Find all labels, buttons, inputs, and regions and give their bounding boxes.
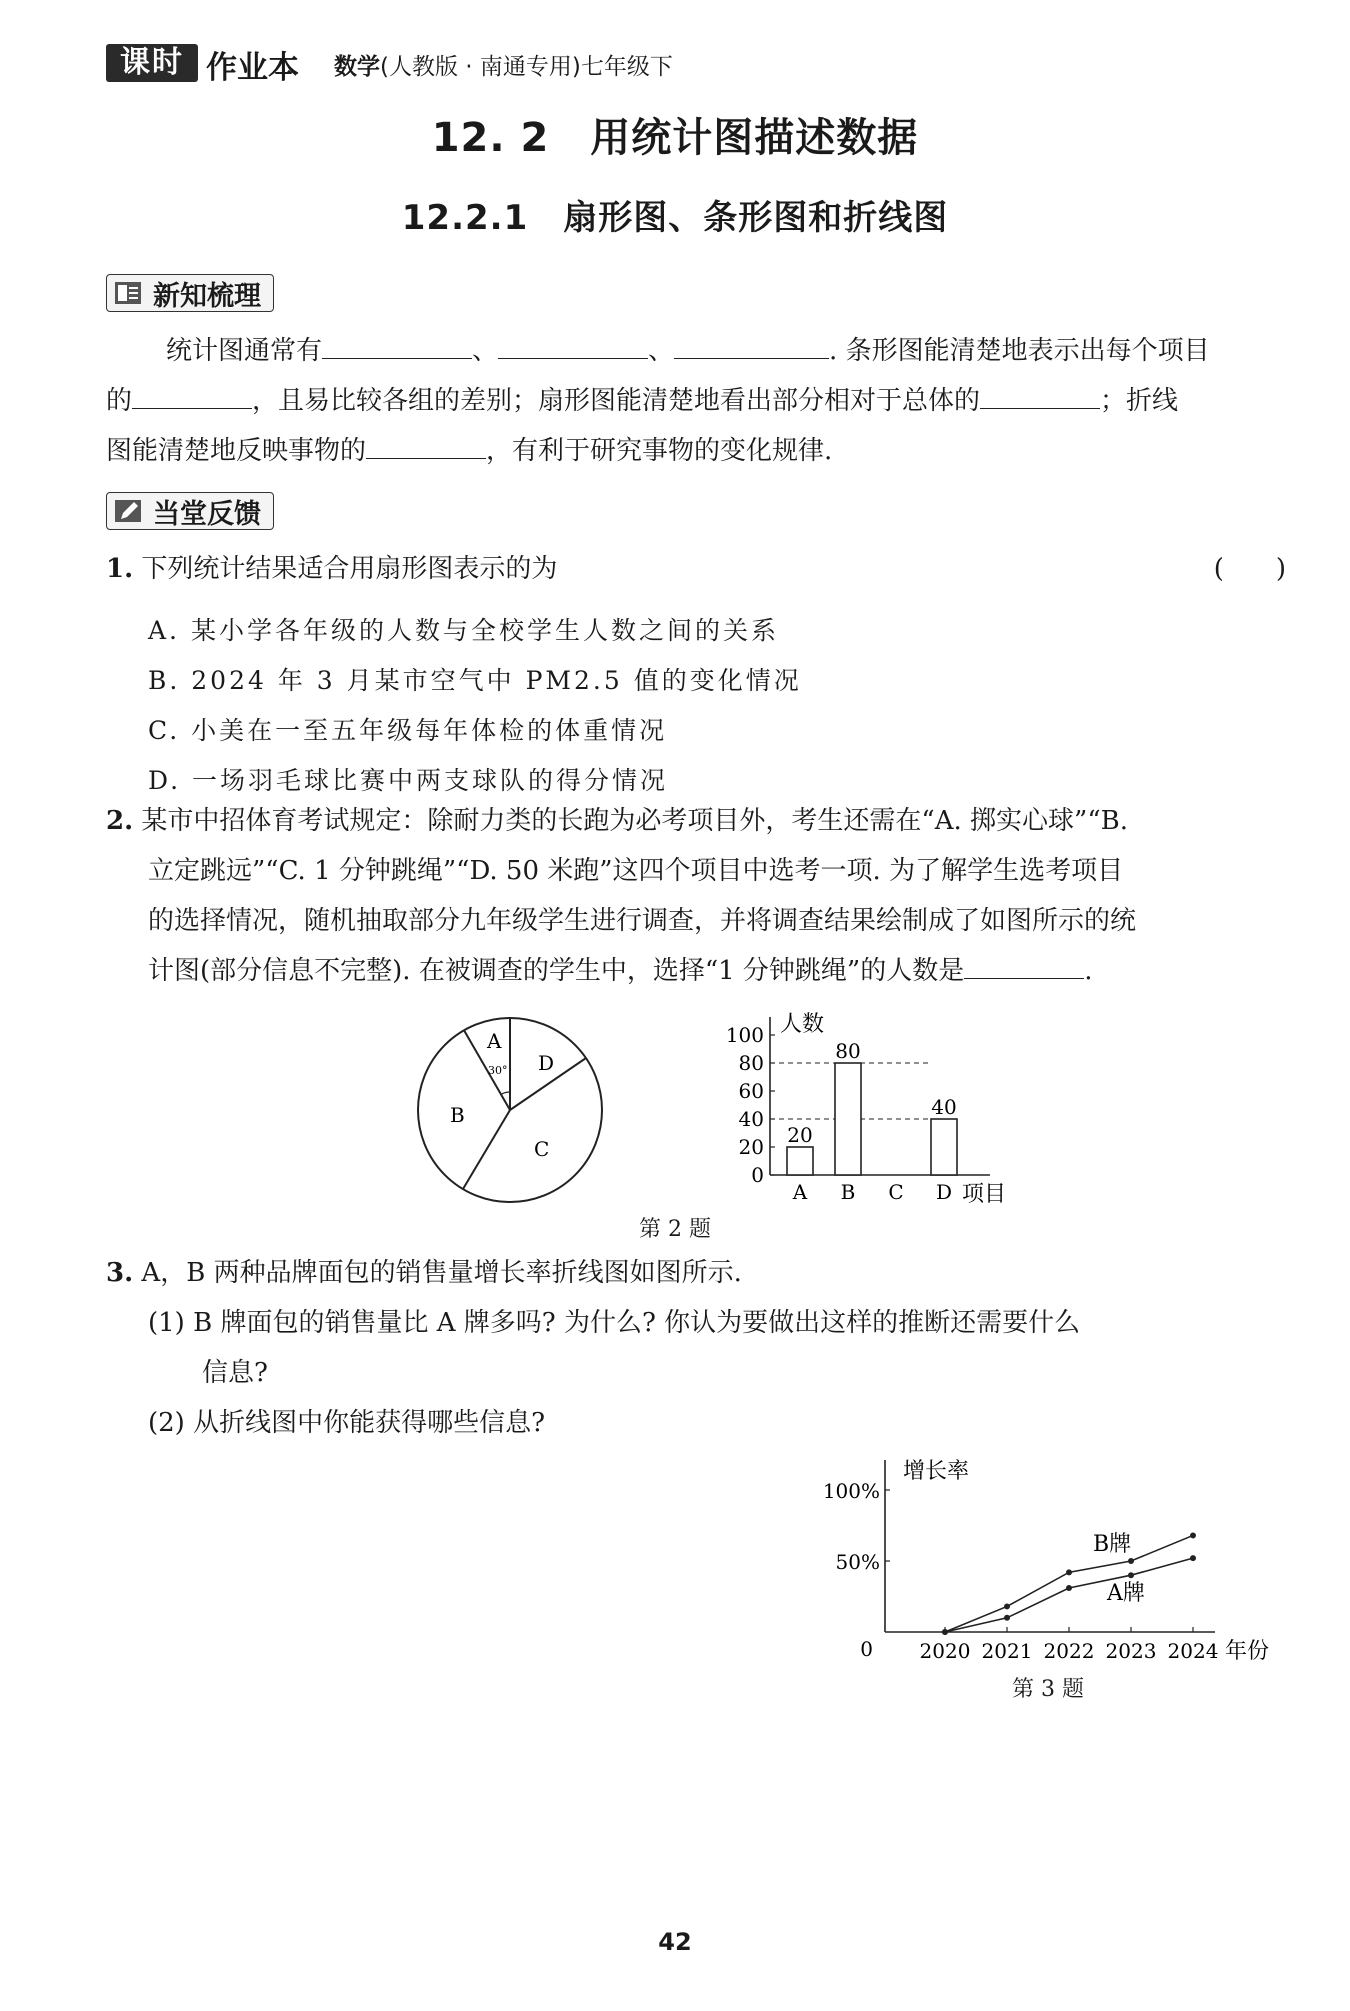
book-logo: 课时	[106, 44, 198, 82]
knowledge-text: 、	[472, 336, 499, 366]
series-point	[1066, 1585, 1072, 1591]
knowledge-text: 的	[106, 386, 133, 416]
sub-question-1-cont: 信息?	[202, 1358, 268, 1388]
knowledge-text: 统计图通常有	[166, 336, 323, 366]
section-title: 12. 2 用统计图描述数据	[431, 115, 919, 161]
pie-label-d: D	[538, 1051, 555, 1075]
knowledge-text: ，且易比较各组的差别；扇形图能清楚地看出部分相对于总体的	[252, 386, 981, 416]
pie-label-c: C	[534, 1137, 550, 1161]
subject-label: 数学	[334, 54, 380, 80]
bar-value-label: 20	[787, 1123, 813, 1147]
series-point	[1128, 1572, 1134, 1578]
bar-value-label: 40	[931, 1095, 957, 1119]
knowledge-text: 、	[648, 336, 675, 366]
y-tick-label: 80	[738, 1051, 764, 1075]
x-tick-label: 2024	[1167, 1639, 1219, 1663]
option-b[interactable]: B. 2024 年 3 月某市空气中 PM2.5 值的变化情况	[148, 666, 802, 695]
sub-question-1: (1) B 牌面包的销售量比 A 牌多吗? 为什么? 你认为要做出这样的推断还需要什么	[148, 1308, 1081, 1338]
question-text: 某市中招体育考试规定：除耐力类的长跑为必考项目外，考生还需在“A. 掷实心球”“B.	[141, 806, 1128, 836]
x-tick-label: 2023	[1105, 1639, 1157, 1663]
y-tick-label: 0	[751, 1163, 764, 1187]
series-line-1	[945, 1558, 1193, 1632]
question-text: 计图(部分信息不完整). 在被调查的学生中，选择“1 分钟跳绳”的人数是	[148, 956, 965, 986]
blank[interactable]	[980, 382, 1100, 409]
question-number: 3.	[106, 1258, 134, 1288]
bar-chart	[715, 995, 1035, 1215]
x-tick-label: 2021	[981, 1639, 1033, 1663]
y-axis-label: 增长率	[903, 1459, 970, 1484]
series-label-a: A牌	[1107, 1581, 1145, 1607]
series-point	[1004, 1615, 1010, 1621]
series-point	[1128, 1558, 1134, 1564]
x-tick-label: D	[935, 1180, 953, 1204]
y-tick-label: 40	[738, 1107, 764, 1131]
book-icon	[113, 279, 145, 307]
knowledge-text: 图能清楚地反映事物的	[106, 436, 367, 466]
series-point	[1066, 1569, 1072, 1575]
subsection-title: 12.2.1 扇形图、条形图和折线图	[401, 198, 949, 238]
q1-options	[148, 606, 802, 806]
page-number: 42	[658, 1928, 692, 1956]
pie-radius-c-b	[463, 1110, 510, 1189]
question-stem: 下列统计结果适合用扇形图表示的为	[141, 554, 558, 584]
series-point	[942, 1629, 948, 1635]
y-tick-label: 100	[725, 1023, 764, 1047]
y-tick-label: 100%	[822, 1479, 880, 1503]
angle-arc	[501, 1092, 510, 1094]
answer-bracket[interactable]: ( )	[1213, 554, 1286, 584]
knowledge-text: ，有利于研究事物的变化规律.	[486, 436, 833, 466]
blank[interactable]	[322, 332, 472, 359]
bar-d	[931, 1119, 957, 1175]
x-tick-label: B	[840, 1180, 856, 1204]
series-point	[1004, 1603, 1010, 1609]
pie-angle-label: 30°	[488, 1064, 508, 1077]
feedback-title: 当堂反馈	[153, 498, 261, 530]
series-point	[1190, 1532, 1196, 1538]
y-tick-label: 0	[860, 1637, 873, 1661]
x-axis-label: 项目	[962, 1182, 1007, 1207]
x-tick-label: A	[792, 1180, 808, 1204]
book-subtitle	[334, 48, 673, 81]
line-chart	[810, 1450, 1300, 1680]
pie-chart	[410, 1010, 620, 1210]
option-d[interactable]: D. 一场羽毛球比赛中两支球队的得分情况	[148, 766, 669, 795]
x-tick-label: 2022	[1043, 1639, 1095, 1663]
y-tick-label: 50%	[835, 1550, 880, 1574]
knowledge-paragraph	[106, 326, 1296, 476]
x-tick-label: C	[888, 1180, 904, 1204]
blank[interactable]	[674, 332, 829, 359]
question-1	[106, 544, 1296, 594]
pie-label-a: A	[487, 1029, 502, 1053]
feedback-header	[106, 492, 274, 530]
edition-label: (人教版 · 南通专用)七年级下	[380, 54, 673, 80]
question-text: 的选择情况，随机抽取部分九年级学生进行调查，并将调查结果绘制成了如图所示的统	[148, 906, 1137, 936]
series-point	[1190, 1555, 1196, 1561]
figure-caption-3: 第 3 题	[1012, 1677, 1084, 1702]
series-label-b: B牌	[1093, 1532, 1132, 1557]
question-text: A，B 两种品牌面包的销售量增长率折线图如图所示.	[141, 1258, 742, 1288]
knowledge-text: . 条形图能清楚地表示出每个项目	[829, 336, 1210, 366]
new-knowledge-header	[106, 274, 274, 312]
sub-question-2: (2) 从折线图中你能获得哪些信息?	[148, 1408, 546, 1438]
knowledge-text: ；折线	[1100, 386, 1179, 416]
pencil-icon	[113, 497, 145, 525]
new-knowledge-title: 新知梳理	[153, 280, 261, 312]
option-a[interactable]: A. 某小学各年级的人数与全校学生人数之间的关系	[148, 616, 779, 645]
book-name: 作业本	[206, 50, 299, 86]
pie-label-b: B	[450, 1103, 465, 1127]
blank[interactable]	[132, 382, 252, 409]
figure-caption-2: 第 2 题	[639, 1217, 711, 1242]
answer-blank[interactable]	[964, 952, 1084, 979]
blank[interactable]	[366, 432, 486, 459]
option-c[interactable]: C. 小美在一至五年级每年体检的体重情况	[148, 716, 668, 745]
y-axis-label: 人数	[780, 1012, 825, 1037]
blank[interactable]	[498, 332, 648, 359]
series-line-0	[945, 1535, 1193, 1632]
x-tick-label: 2020	[919, 1639, 971, 1663]
y-tick-label: 20	[738, 1135, 764, 1159]
question-text: 立定跳远”“C. 1 分钟跳绳”“D. 50 米跑”这四个项目中选考一项. 为了解学生选考项目	[148, 856, 1124, 886]
question-3	[106, 1248, 1306, 1448]
question-number: 2.	[106, 806, 134, 836]
bar-b	[835, 1063, 861, 1175]
question-2	[106, 796, 1306, 996]
x-axis-label: 年份	[1225, 1639, 1270, 1664]
question-number: 1.	[106, 554, 134, 584]
question-text: .	[1084, 956, 1093, 986]
bar-value-label: 80	[835, 1039, 861, 1063]
bar-a	[787, 1147, 813, 1175]
y-tick-label: 60	[738, 1079, 764, 1103]
